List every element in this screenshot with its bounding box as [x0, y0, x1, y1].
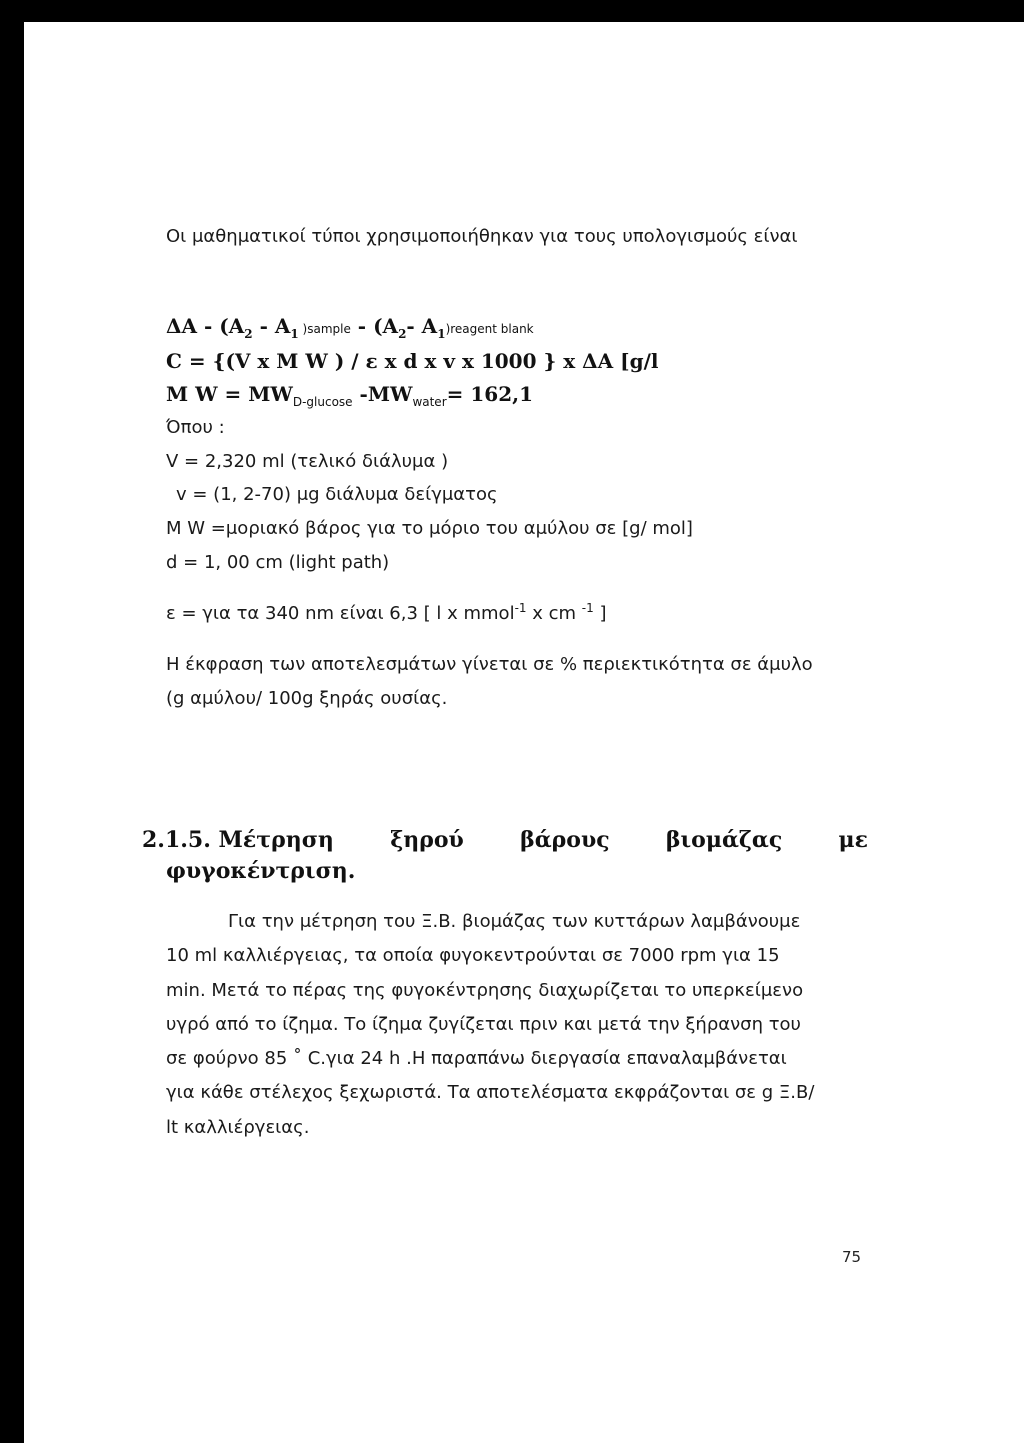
formula-concentration: C = {(V x M W ) / ε x d x v x 1000 } x ΔΑ [g/l: [166, 349, 659, 373]
definition-v: v = (1, 2-70) μg διάλυμα δείγματος: [176, 484, 498, 505]
intro-text: Οι μαθηματικοί τύποι χρησιμοποιήθηκαν για τους υπολογισμούς είναι: [166, 226, 798, 247]
biomass-paragraph: [166, 905, 869, 1145]
section-heading-line-1: 2.1.5. Μέτρηση ξηρού βάρους βιομάζας με: [142, 827, 868, 853]
paragraph-line-3: min. Μετά το πέρας της φυγοκέντρησης διαχωρίζεται το υπερκείμενο: [166, 979, 804, 1001]
where-label: Όπου :: [166, 417, 225, 438]
formula-molecular-weight: M $W = MW_{D-glucose}$ $-MW_{water}= 162,1$: [166, 382, 533, 409]
definition-epsilon: ε = για τα 340 nm είναι 6,3 [ l x mmol$^{-1}$ x cm $^{-1}$ ]: [166, 601, 607, 624]
definition-d: d = 1, 00 cm (light path): [166, 552, 390, 573]
section-heading: [142, 829, 868, 882]
definition-V: V = 2,320 ml (τελικό διάλυμα ): [166, 451, 449, 472]
page-number: 75: [842, 1248, 862, 1266]
paragraph-line-4: υγρό από το ίζημα. Το ίζημα ζυγίζεται πριν και μετά την ξήρανση του: [166, 1013, 801, 1035]
formula-delta-a: ΔΑ - ($A_2 - A_1$ )sample - ($A_2-$ $A_1)reagent$ blank: [166, 314, 534, 341]
paragraph-line-6: για κάθε στέλεχος ξεχωριστά. Τα αποτελέσματα εκφράζονται σε g Ξ.Β/: [166, 1082, 815, 1104]
paragraph-line-5: σε φούρνο 85 ˚ C.για 24 h .Η παραπάνω διεργασία επαναλαμβάνεται: [166, 1048, 787, 1070]
paragraph-line-2: 10 ml καλλιέργειας, τα οποία φυγοκεντρούνται σε 7000 rpm για 15: [166, 945, 780, 967]
paragraph-line-1: Για την μέτρηση του Ξ.Β. βιομάζας των κυττάρων λαμβάνουμε: [228, 911, 801, 932]
paragraph-line-7: lt καλλιέργειας.: [166, 1116, 310, 1138]
expression-line-1: Η έκφραση των αποτελεσμάτων γίνεται σε % περιεκτικότητα σε άμυλο: [166, 654, 813, 675]
expression-line-2: (g αμύλου/ 100g ξηράς ουσίας.: [166, 688, 448, 709]
document-page: [24, 22, 1024, 1443]
definition-MW: M W =μοριακό βάρος για το μόριο του αμύλου σε [g/ mol]: [166, 518, 693, 539]
section-heading-line-2: φυγοκέντριση.: [166, 858, 356, 884]
